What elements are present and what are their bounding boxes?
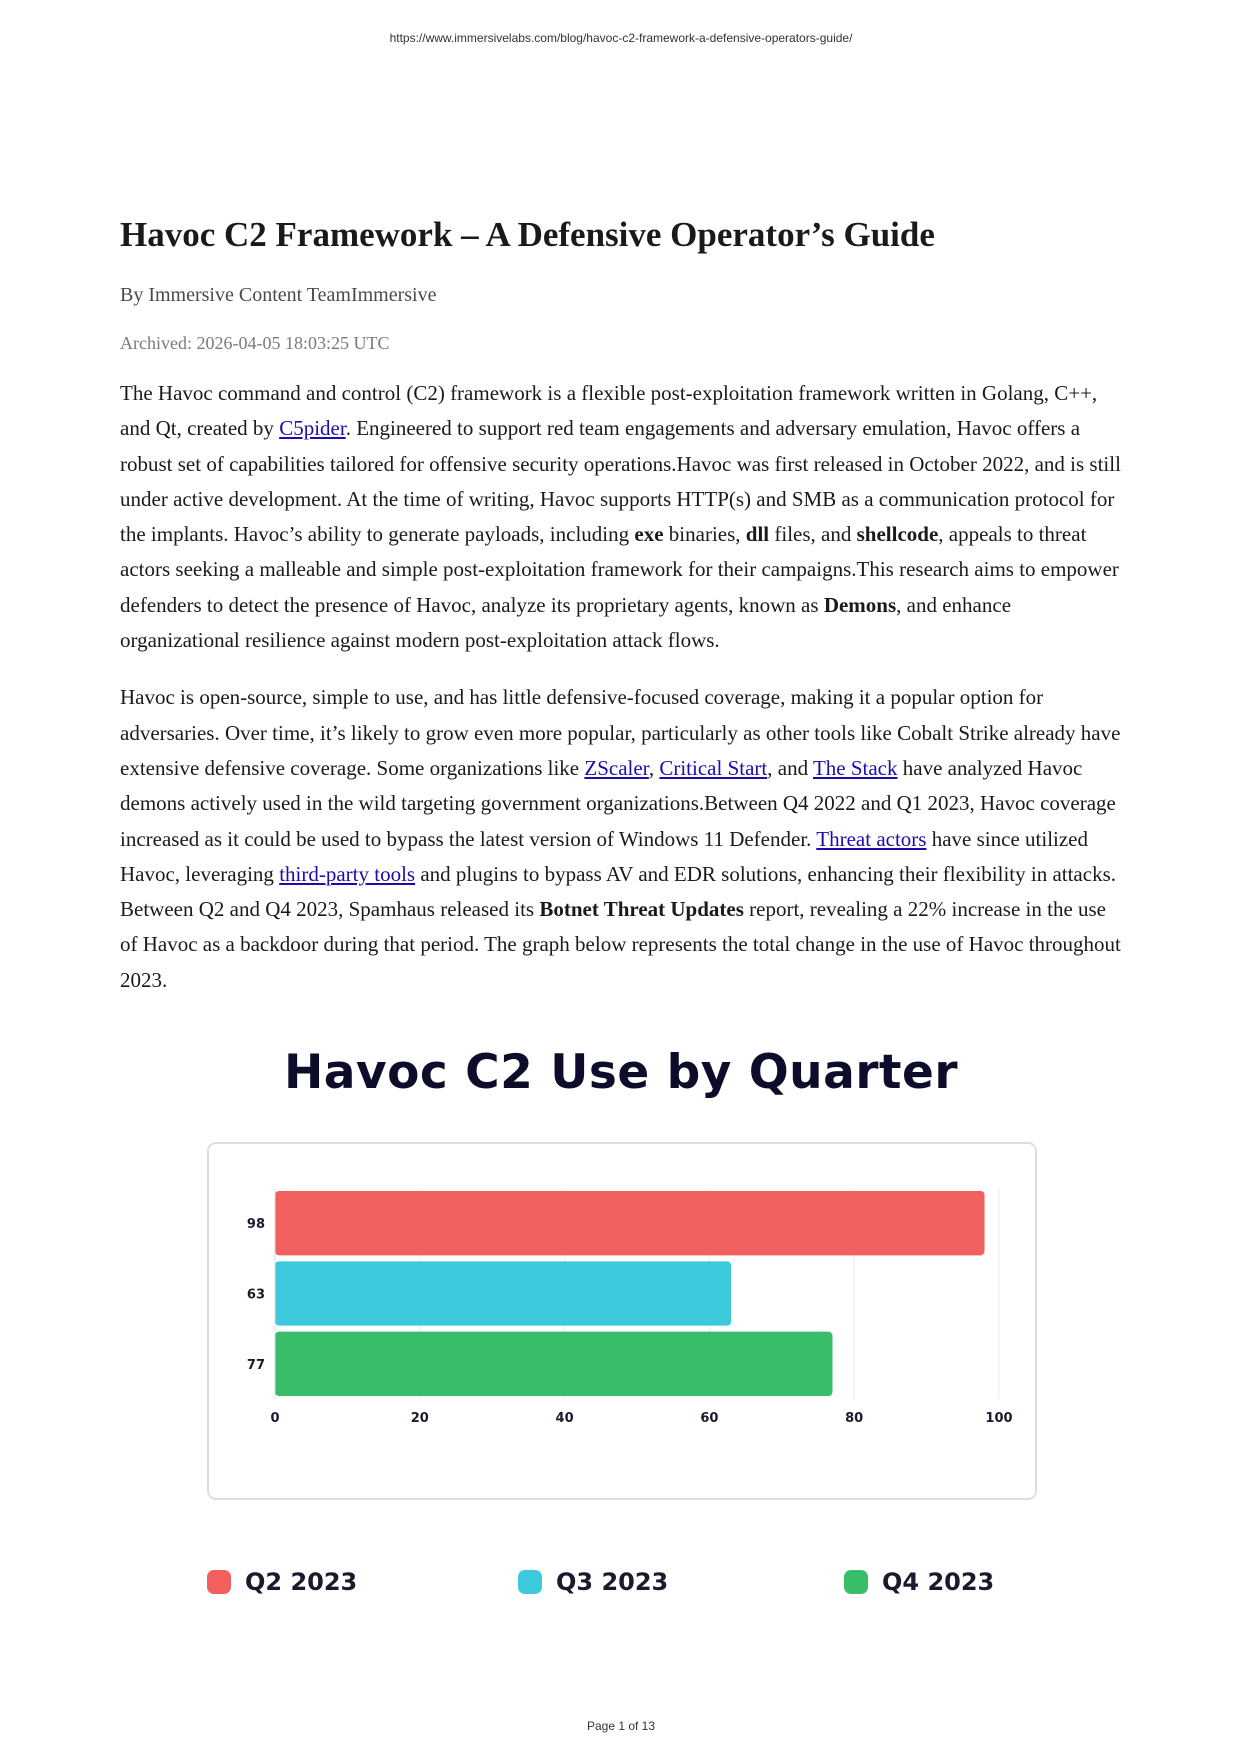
text-run: and plugins to bypass AV and EDR solutions, enhancing their flexibility in attacks. Between Q2 and Q4 2023, Spamhaus released its bbox=[120, 861, 1116, 922]
bar-q2-2023 bbox=[275, 1191, 985, 1255]
link-c5pider[interactable]: C5pider bbox=[279, 416, 346, 441]
text-run: binaries, bbox=[663, 522, 746, 547]
legend-item-q2 bbox=[207, 1568, 357, 1596]
text-run: . Engineered to support red team engagements and adversary emulation, Havoc offers a robust set of capabilities tailored for offensive security operations.Havoc was first released in October 2022, and is still under active development. At the time of writing, Havoc supports HTTP(s) and SMB as a communication protocol for the implants. Havoc’s ability to generate payloads, including bbox=[120, 416, 1121, 547]
paragraph-intro bbox=[120, 376, 1125, 658]
text-run: , and enhance organizational resilience against modern post-exploitation attack flows. bbox=[120, 592, 1012, 653]
text-run: , and bbox=[767, 755, 813, 780]
text-run: report, revealing a 22% increase in the use of Havoc as a backdoor during that period. The graph below represents the total change in the use of Havoc throughout 2023. bbox=[120, 897, 1121, 992]
archived-timestamp: Archived: 2026-04-05 18:03:25 UTC bbox=[120, 333, 390, 353]
article bbox=[120, 213, 1125, 998]
legend-swatch-q2 bbox=[207, 1570, 231, 1594]
legend-swatch-q4 bbox=[844, 1570, 868, 1594]
legend-item-q4 bbox=[844, 1568, 994, 1596]
text-run: Havoc is open-source, simple to use, and has little defensive-focused coverage, making it a popular option for adversaries. Over time, it’s likely to grow even more popular, particularly as other tools like Cobalt Strike already have extensive defensive coverage. Some organizations like bbox=[120, 685, 1121, 780]
x-tick-label-80: 80 bbox=[845, 1411, 864, 1426]
text-run: files, and bbox=[769, 522, 857, 547]
page-url: https://www.immersivelabs.com/blog/havoc-c2-framework-a-defensive-operators-guide/ bbox=[389, 31, 853, 45]
link-third-party-tools[interactable]: third-party tools bbox=[279, 861, 416, 886]
bar-chart bbox=[209, 1144, 1035, 1498]
legend-item-q3 bbox=[518, 1568, 668, 1596]
chart-panel bbox=[207, 1142, 1037, 1500]
legend-swatch-q3 bbox=[518, 1570, 542, 1594]
text-run: have since utilized Havoc, leveraging bbox=[120, 826, 1089, 886]
x-tick-label-40: 40 bbox=[555, 1411, 574, 1426]
text-run: , appeals to threat actors seeking a malleable and simple post-exploitation framework for their campaigns.This research aims to empower defenders to detect the presence of Havoc, analyze its proprietary agents, known as bbox=[120, 522, 1119, 617]
bold-shellcode: shellcode bbox=[856, 522, 939, 547]
bold-dll: dll bbox=[745, 522, 770, 547]
link-threat-actors[interactable]: Threat actors bbox=[816, 826, 927, 851]
bold-demons: Demons bbox=[823, 592, 897, 617]
bar-value-label-q2-2023: 98 bbox=[246, 1217, 265, 1233]
bar-value-label-q3-2023: 63 bbox=[246, 1287, 265, 1303]
page-number: Page 1 of 13 bbox=[586, 1719, 656, 1733]
link-zscaler[interactable]: ZScaler bbox=[584, 755, 649, 780]
bar-value-label-q4-2023: 77 bbox=[246, 1357, 265, 1373]
x-tick-label-0: 0 bbox=[270, 1411, 280, 1426]
article-title: Havoc C2 Framework – A Defensive Operator’s Guide bbox=[120, 215, 935, 254]
x-tick-label-60: 60 bbox=[700, 1411, 719, 1426]
x-tick-label-20: 20 bbox=[410, 1411, 429, 1426]
text-run: have analyzed Havoc demons actively used in the wild targeting government organizations.Between Q4 2022 and Q1 2023, Havoc coverage increased as it could be used to bypass the latest version of Windows 11 Defender. bbox=[120, 755, 1116, 851]
byline: By Immersive Content TeamImmersive bbox=[120, 284, 437, 306]
legend-label-q4: Q4 2023 bbox=[882, 1568, 995, 1596]
chart-legend bbox=[0, 1568, 1242, 1608]
bold-exe: exe bbox=[634, 522, 664, 547]
link-the-stack[interactable]: The Stack bbox=[812, 755, 898, 780]
text-run: , bbox=[648, 755, 660, 780]
x-tick-label-100: 100 bbox=[985, 1411, 1013, 1426]
text-run: The Havoc command and control (C2) framework is a flexible post-exploitation framework written in Golang, C++, and Qt, created by bbox=[120, 381, 1098, 441]
legend-label-q2: Q2 2023 bbox=[245, 1568, 358, 1596]
bar-q3-2023 bbox=[275, 1261, 731, 1325]
bar-q4-2023 bbox=[275, 1332, 832, 1396]
bold-botnet-report: Botnet Threat Updates bbox=[539, 897, 744, 922]
legend-label-q3: Q3 2023 bbox=[556, 1568, 669, 1596]
link-critical-start[interactable]: Critical Start bbox=[659, 755, 768, 780]
chart-title: Havoc C2 Use by Quarter bbox=[283, 1045, 959, 1100]
paragraph-coverage bbox=[120, 680, 1125, 998]
